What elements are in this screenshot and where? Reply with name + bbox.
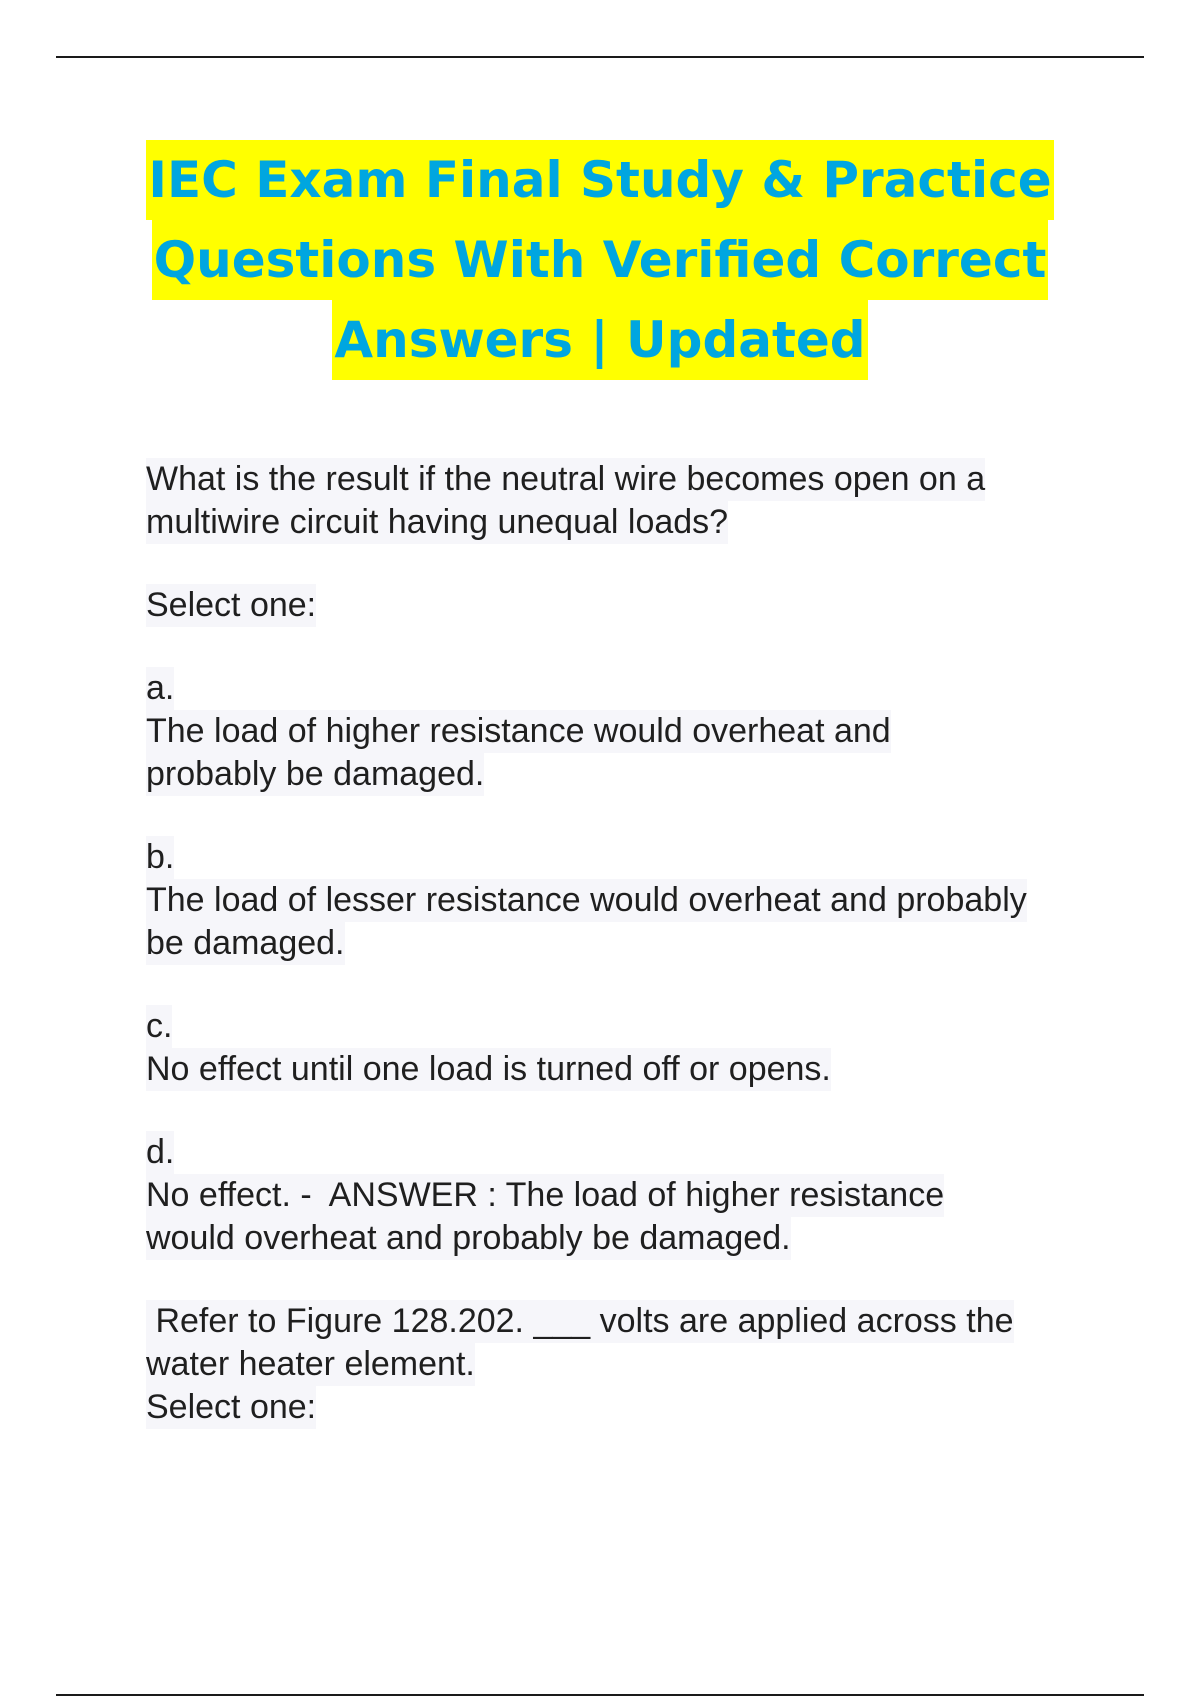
document-body: [146, 458, 1106, 1429]
option-letter: b.: [146, 836, 174, 879]
answer-text-line: No effect. - ANSWER : The load of higher resistance: [146, 1174, 944, 1217]
question-text-line: What is the result if the neutral wire becomes open on a: [146, 458, 985, 501]
bottom-rule: [56, 1694, 1144, 1696]
question-text-line: water heater element.: [146, 1343, 475, 1386]
option-text-line: No effect until one load is turned off or opens.: [146, 1048, 831, 1091]
select-one-label: Select one:: [146, 1386, 316, 1429]
option-text-line: be damaged.: [146, 922, 345, 965]
question-text-line: Refer to Figure 128.202. ___ volts are applied across the: [146, 1300, 1014, 1343]
question-2-prompt: [146, 1300, 1106, 1429]
title-line: Answers | Updated: [332, 300, 867, 380]
question-1-prompt: [146, 458, 1106, 544]
document-title: [60, 140, 1140, 380]
option-c: [146, 1005, 1106, 1091]
option-text-line: The load of lesser resistance would overheat and probably: [146, 879, 1027, 922]
top-rule: [56, 56, 1144, 58]
option-d: [146, 1131, 1106, 1260]
title-line: IEC Exam Final Study & Practice: [146, 140, 1053, 220]
title-line: Questions With Verified Correct: [152, 220, 1049, 300]
select-one-label: Select one:: [146, 584, 316, 627]
option-text-line: probably be damaged.: [146, 753, 484, 796]
answer-text-line: would overheat and probably be damaged.: [146, 1217, 791, 1260]
question-text-line: multiwire circuit having unequal loads?: [146, 501, 728, 544]
option-letter: d.: [146, 1131, 174, 1174]
option-letter: a.: [146, 667, 174, 710]
option-b: [146, 836, 1106, 965]
option-a: [146, 667, 1106, 796]
option-text-line: The load of higher resistance would overheat and: [146, 710, 891, 753]
option-letter: c.: [146, 1005, 172, 1048]
